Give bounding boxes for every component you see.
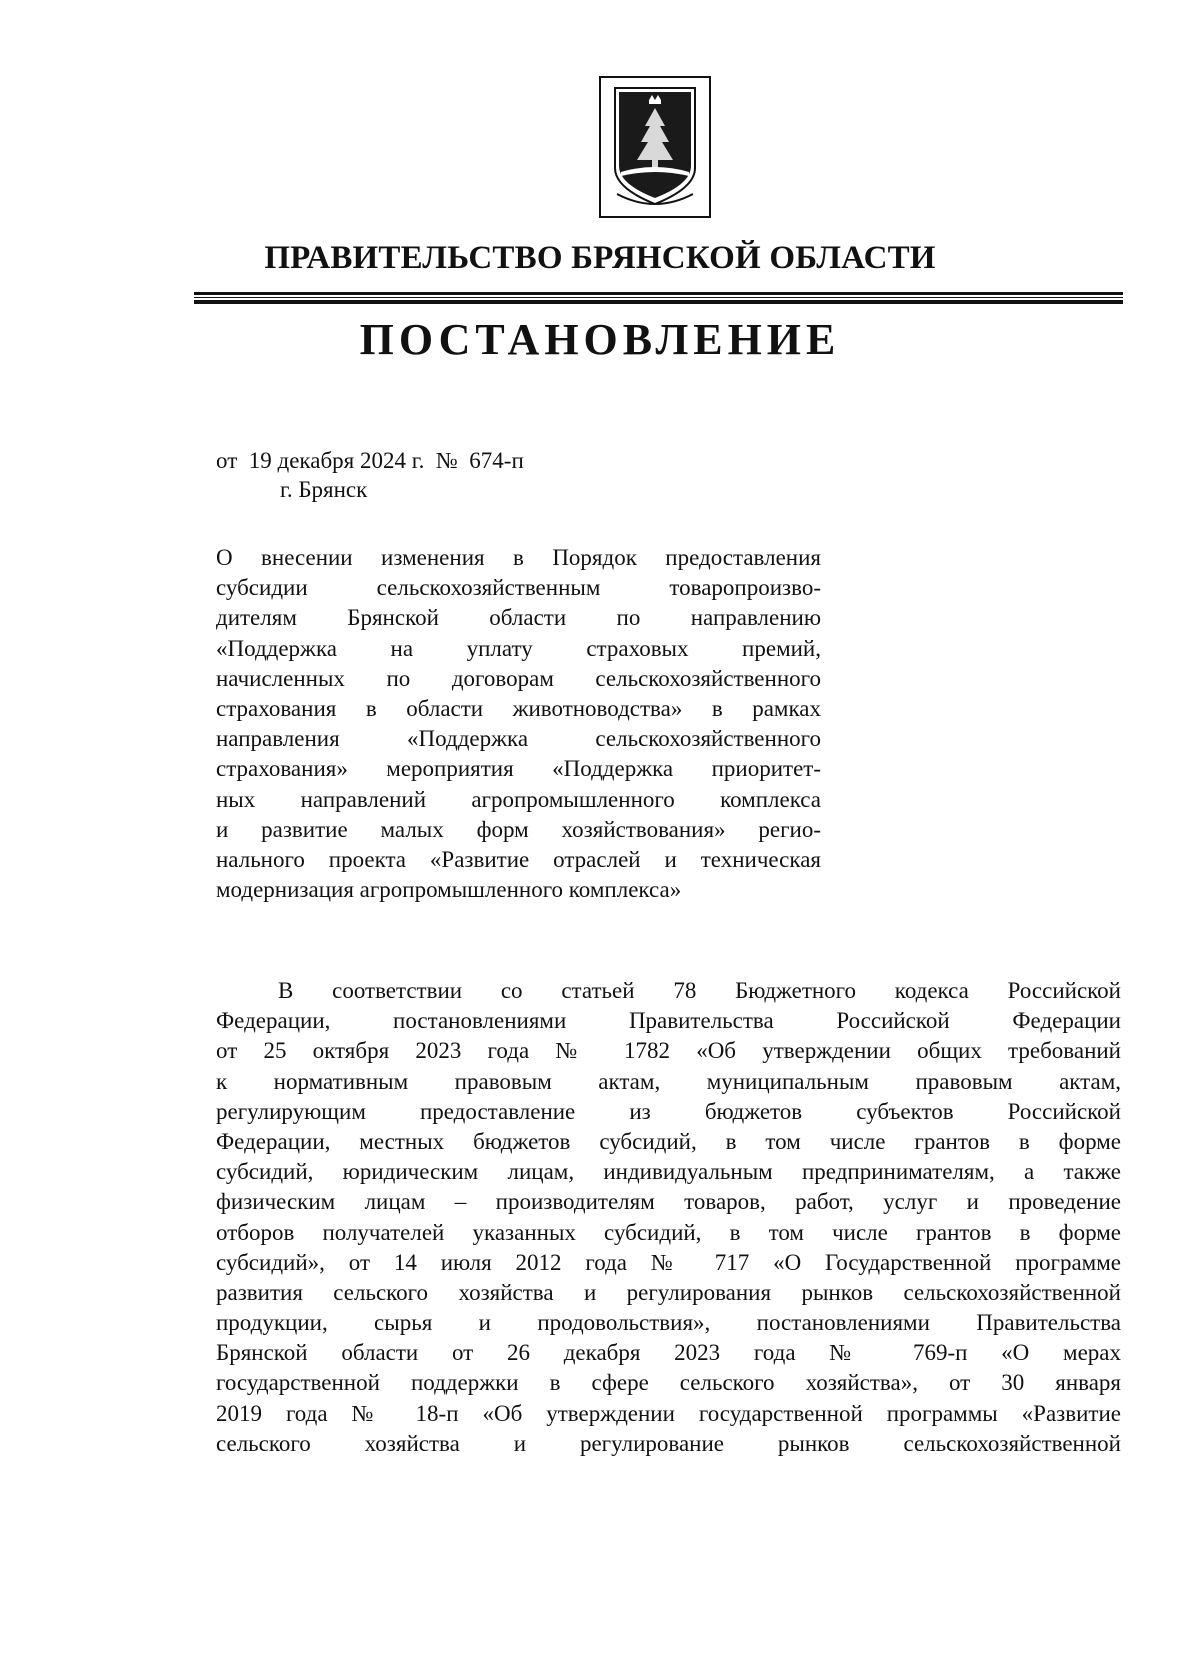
government-title: ПРАВИТЕЛЬСТВО БРЯНСКОЙ ОБЛАСТИ [264, 240, 936, 276]
subject-line: «Поддержка на уплату страховых премий, [216, 635, 821, 661]
header-divider-bottom [194, 300, 1123, 304]
bryansk-coat-of-arms-icon [599, 76, 711, 218]
document-body [216, 976, 1121, 1459]
header-divider-middle [194, 297, 1123, 298]
body-line: В соответствии со статьей 78 Бюджетного кодекса Российской [278, 978, 1121, 1003]
document-date: 19 декабря 2024 г. [248, 448, 425, 473]
body-line: от 25 октября 2023 года № 1782 «Об утверждении общих требований [216, 1038, 1121, 1064]
body-line: развития сельского хозяйства и регулирования рынков сельскохозяйственной [216, 1279, 1121, 1305]
document-type-heading: ПОСТАНОВЛЕНИЕ [359, 315, 841, 364]
document-date-number [216, 446, 524, 476]
subject-line: начисленных по договорам сельскохозяйственного [216, 665, 821, 691]
body-line: сельского хозяйства и регулирование рынков сельскохозяйственной [216, 1430, 1121, 1456]
subject-line: ных направлений агропромышленного комплекса [216, 786, 821, 812]
subject-line: направления «Поддержка сельскохозяйственного [216, 726, 821, 752]
subject-line: модернизация агропромышленного комплекса» [216, 877, 682, 903]
body-line: физическим лицам – производителям товаров, работ, услуг и проведение [216, 1189, 1121, 1215]
body-line: Федерации, постановлениями Правительства Российской Федерации [216, 1008, 1121, 1034]
subject-line: дителям Брянской области по направлению [216, 605, 821, 631]
body-line: Федерации, местных бюджетов субсидий, в том числе грантов в форме [216, 1128, 1121, 1154]
body-line: государственной поддержки в сфере сельского хозяйства», от 30 января [216, 1370, 1121, 1396]
document-subject [216, 543, 821, 905]
subject-line: и развитие малых форм хозяйствования» регио- [216, 816, 821, 842]
header-divider-top [194, 292, 1123, 295]
date-prefix: от [216, 448, 238, 473]
body-line: к нормативным правовым актам, муниципальным правовым актам, [216, 1068, 1121, 1094]
body-line: Брянской области от 26 декабря 2023 года № 769-п «О мерах [216, 1340, 1121, 1366]
subject-line: субсидии сельскохозяйственным товаропроизво- [216, 575, 821, 601]
subject-line: О внесении изменения в Порядок предоставления [216, 545, 821, 570]
body-line: субсидий», от 14 июля 2012 года № 717 «О Государственной программе [216, 1249, 1121, 1275]
body-line: регулирующим предоставление из бюджетов субъектов Российской [216, 1098, 1121, 1124]
subject-line: нального проекта «Развитие отраслей и техническая [216, 846, 821, 872]
subject-line: страхования» мероприятия «Поддержка приоритет- [216, 756, 821, 782]
body-line: субсидий, юридическим лицам, индивидуальным предпринимателям, а также [216, 1159, 1121, 1185]
document-city: г. Брянск [280, 477, 368, 502]
number-sign: № [435, 448, 458, 473]
body-line: 2019 года № 18-п «Об утверждении государственной программы «Развитие [216, 1400, 1121, 1426]
body-line: отборов получателей указанных субсидий, в том числе грантов в форме [216, 1219, 1121, 1245]
document-number: 674-п [469, 448, 524, 473]
body-line: продукции, сырья и продовольствия», постановлениями Правительства [216, 1310, 1121, 1336]
subject-line: страхования в области животноводства» в рамках [216, 695, 821, 721]
